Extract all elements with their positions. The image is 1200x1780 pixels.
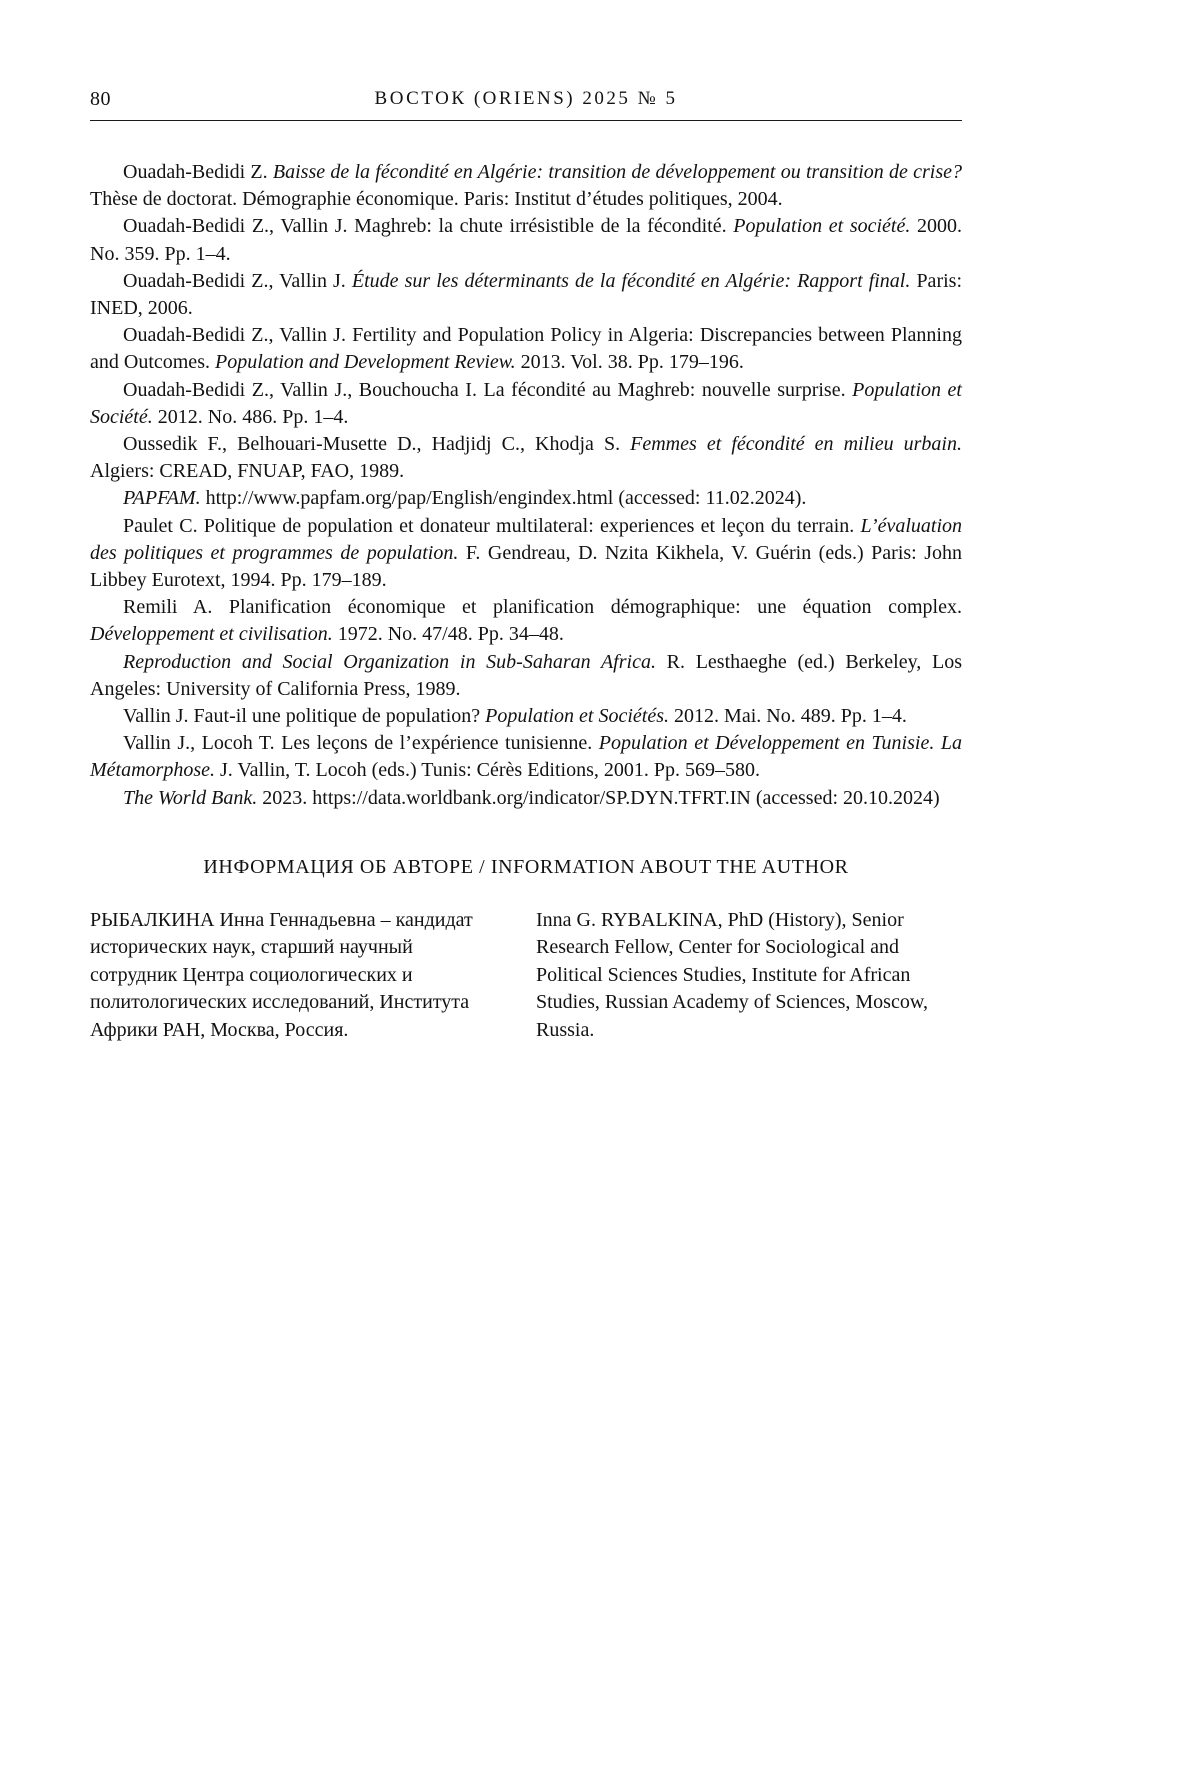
reference-text: Ouadah-Bedidi Z., Vallin J., Bouchoucha I. La fécondité au Maghreb: nouvelle surprise. <box>123 378 853 401</box>
reference-text: Algiers: CREAD, FNUAP, FAO, 1989. <box>90 460 405 483</box>
page-header <box>90 88 962 116</box>
reference-text: R. Lesthaeghe (ed.) Berkeley, Los Angeles: University of California Press, 1989. <box>90 650 962 700</box>
reference-item <box>90 730 962 784</box>
reference-item <box>90 431 962 485</box>
author-info-english: Inna G. RYBALKINA, PhD (History), Senior Research Fellow, Center for Sociological and Political Sciences Studies, Institute for African Studies, Russian Academy of Sciences, Moscow, Russia. <box>536 908 928 1041</box>
reference-text: Ouadah-Bedidi Z., Vallin J. Fertility and Population Policy in Algeria: Discrepancies between Planning and Outcomes. <box>90 324 962 374</box>
reference-text: 2000. No. 359. Pp. 1–4. <box>90 215 962 265</box>
header-rule <box>90 120 962 121</box>
reference-title-italic: Baisse de la fécondité en Algérie: transition de développement ou transition de crise? <box>272 161 963 183</box>
reference-title-italic: Population et Développement en Tunisie. La Métamorphose. <box>90 732 962 782</box>
reference-title-italic: Reproduction and Social Organization in Sub-Saharan Africa. <box>123 650 656 673</box>
reference-text: Ouadah-Bedidi Z. <box>123 161 273 183</box>
author-info-russian: РЫБАЛКИНА Инна Геннадьевна – кандидат исторических наук, старший научный сотрудник Центра социологических и политологических исследований, Института Африки РАН, Москва, Россия. <box>90 908 473 1041</box>
reference-text: Remili A. Planification économique et planification démographique: une équation complex. <box>123 596 962 619</box>
reference-text: J. Vallin, T. Locoh (eds.) Tunis: Cérès Editions, 2001. Pp. 569–580. <box>214 759 761 782</box>
reference-text: 2012. No. 486. Pp. 1–4. <box>152 405 349 428</box>
reference-item <box>90 268 962 322</box>
reference-title-italic: The World Bank. <box>123 786 258 809</box>
author-section-heading: ИНФОРМАЦИЯ ОБ АВТОРЕ / INFORMATION ABOUT THE AUTHOR <box>203 855 849 878</box>
reference-text: 2023. https://data.worldbank.org/indicator/SP.DYN.TFRT.IN (accessed: 20.10.2024) <box>257 786 940 809</box>
reference-title-italic: Population et Sociétés. <box>485 705 670 728</box>
reference-title-italic: Étude sur les déterminants de la fécondité en Algérie: Rapport final. <box>351 269 911 292</box>
reference-item <box>90 594 962 648</box>
reference-title-italic: PAPFAM. <box>123 487 201 510</box>
reference-item <box>90 377 962 431</box>
reference-item <box>90 649 962 703</box>
reference-text: 1972. No. 47/48. Pp. 34–48. <box>332 623 564 646</box>
reference-item <box>90 703 962 730</box>
reference-text: http://www.papfam.org/pap/English/engindex.html (accessed: 11.02.2024). <box>200 487 807 510</box>
reference-text: Ouadah-Bedidi Z., Vallin J. <box>123 269 352 292</box>
reference-text: Vallin J. Faut-il une politique de population? <box>123 705 486 728</box>
reference-text: Oussedik F., Belhouari-Musette D., Hadjidj C., Khodja S. <box>123 433 631 456</box>
reference-text: Paulet C. Politique de population et donateur multilateral: experiences et leçon du terrain. <box>123 514 861 537</box>
reference-title-italic: Population et société. <box>733 215 911 238</box>
reference-item <box>90 513 962 595</box>
author-info-columns <box>90 907 962 1045</box>
reference-title-italic: Développement et civilisation. <box>90 623 333 646</box>
reference-text: Ouadah-Bedidi Z., Vallin J. Maghreb: la chute irrésistible de la fécondité. <box>123 215 734 238</box>
page-content <box>90 88 962 1044</box>
reference-title-italic: L’évaluation des politiques et programmes de population. <box>90 514 962 564</box>
reference-item <box>90 785 962 812</box>
page-number: 80 <box>90 88 111 110</box>
reference-item <box>90 213 962 267</box>
reference-title-italic: Population and Development Review. <box>214 351 516 374</box>
reference-item <box>90 322 962 376</box>
reference-text: Paris: INED, 2006. <box>90 269 962 320</box>
reference-item <box>90 485 962 512</box>
reference-text: Vallin J., Locoh T. Les leçons de l’expérience tunisienne. <box>123 732 599 755</box>
journal-header-title: ВОСТОК (ORIENS) 2025 № 5 <box>374 88 678 109</box>
reference-title-italic: Population et Société. <box>90 378 962 428</box>
references-list <box>90 159 962 812</box>
reference-title-italic: Femmes et fécondité en milieu urbain. <box>630 433 962 456</box>
reference-text: 2013. Vol. 38. Pp. 179–196. <box>515 351 744 374</box>
reference-text: F. Gendreau, D. Nzita Kikhela, V. Guérin (eds.) Paris: John Libbey Eurotext, 1994. Pp. 179–189. <box>90 541 962 592</box>
reference-item <box>90 159 962 213</box>
reference-text: 2012. Mai. No. 489. Pp. 1–4. <box>669 705 907 728</box>
reference-text: Thèse de doctorat. Démographie économique. Paris: Institut d’études politiques, 2004. <box>90 188 783 211</box>
